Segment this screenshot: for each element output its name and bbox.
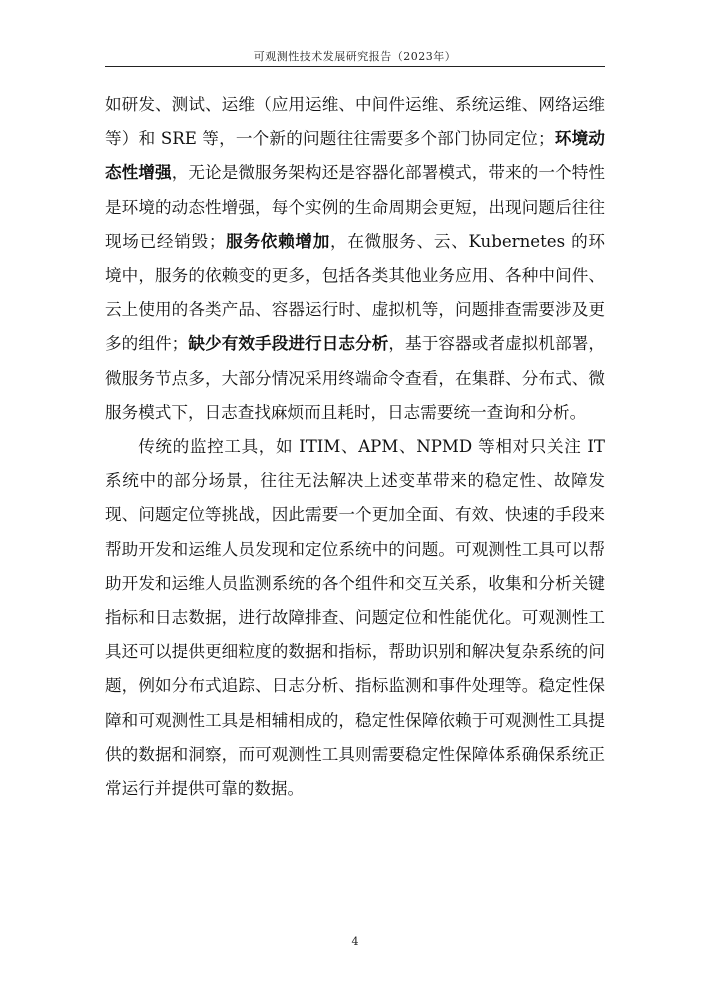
- paragraph-challenges: [105, 88, 605, 430]
- body-text: [105, 88, 605, 806]
- text-segment: ，基于容器或者虚拟机部署，微服务节点多，大部分情况采用终端命令查看，在集群、分布式、微服务模式下，日志查找麻烦而且耗时，日志需要统一查询和分析。: [105, 334, 606, 422]
- bold-term-service-dependency: 服务依赖增加: [225, 231, 331, 251]
- text-segment: 如研发、测试、运维（应用运维、中间件运维、系统运维、网络运维等）和 SRE 等，一个新的问题往往需要多个部门协同定位；: [105, 95, 605, 149]
- running-header: 可观测性技术发展研究报告（2023年）: [253, 50, 457, 63]
- bold-term-environment-dynamics: 环境动态性增强: [105, 129, 606, 183]
- text-segment: ，无论是微服务架构还是容器化部署模式，带来的一个特性是环境的动态性增强，每个实例的生命周期会更短，出现问题后往往现场已经销毁；: [105, 163, 606, 251]
- text-segment: ，在微服务、云、Kubernetes 的环境中，服务的依赖变的更多，包括各类其他业务应用、各种中间件、云上使用的各类产品、容器运行时、虚拟机等，问题排查需要涉及更多的组件；: [105, 231, 606, 354]
- bold-term-log-analysis: 缺少有效手段进行日志分析: [188, 334, 389, 354]
- header-rule: [105, 66, 605, 67]
- page-number: 4: [351, 935, 359, 948]
- paragraph-monitoring-tools: 传统的监控工具，如 ITIM、APM、NPMD 等相对只关注 IT 系统中的部分场景，往往无法解决上述变革带来的稳定性、故障发现、问题定位等挑战，因此需要一个更加全面、有效、快速的手段来帮助开发和运维人员发现和定位系统中的问题。可观测性工具可以帮助开发和运维人员监测系统的各个组件和交互关系，收集和分析关键指标和日志数据，进行故障排查、问题定位和性能优化。可观测性工具还可以提供更细粒度的数据和指标，帮助识别和解决复杂系统的问题，例如分布式追踪、日志分析、指标监测和事件处理等。稳定性保障和可观测性工具是相辅相成的，稳定性保障依赖于可观测性工具提供的数据和洞察，而可观测性工具则需要稳定性保障体系确保系统正常运行并提供可靠的数据。: [105, 437, 605, 799]
